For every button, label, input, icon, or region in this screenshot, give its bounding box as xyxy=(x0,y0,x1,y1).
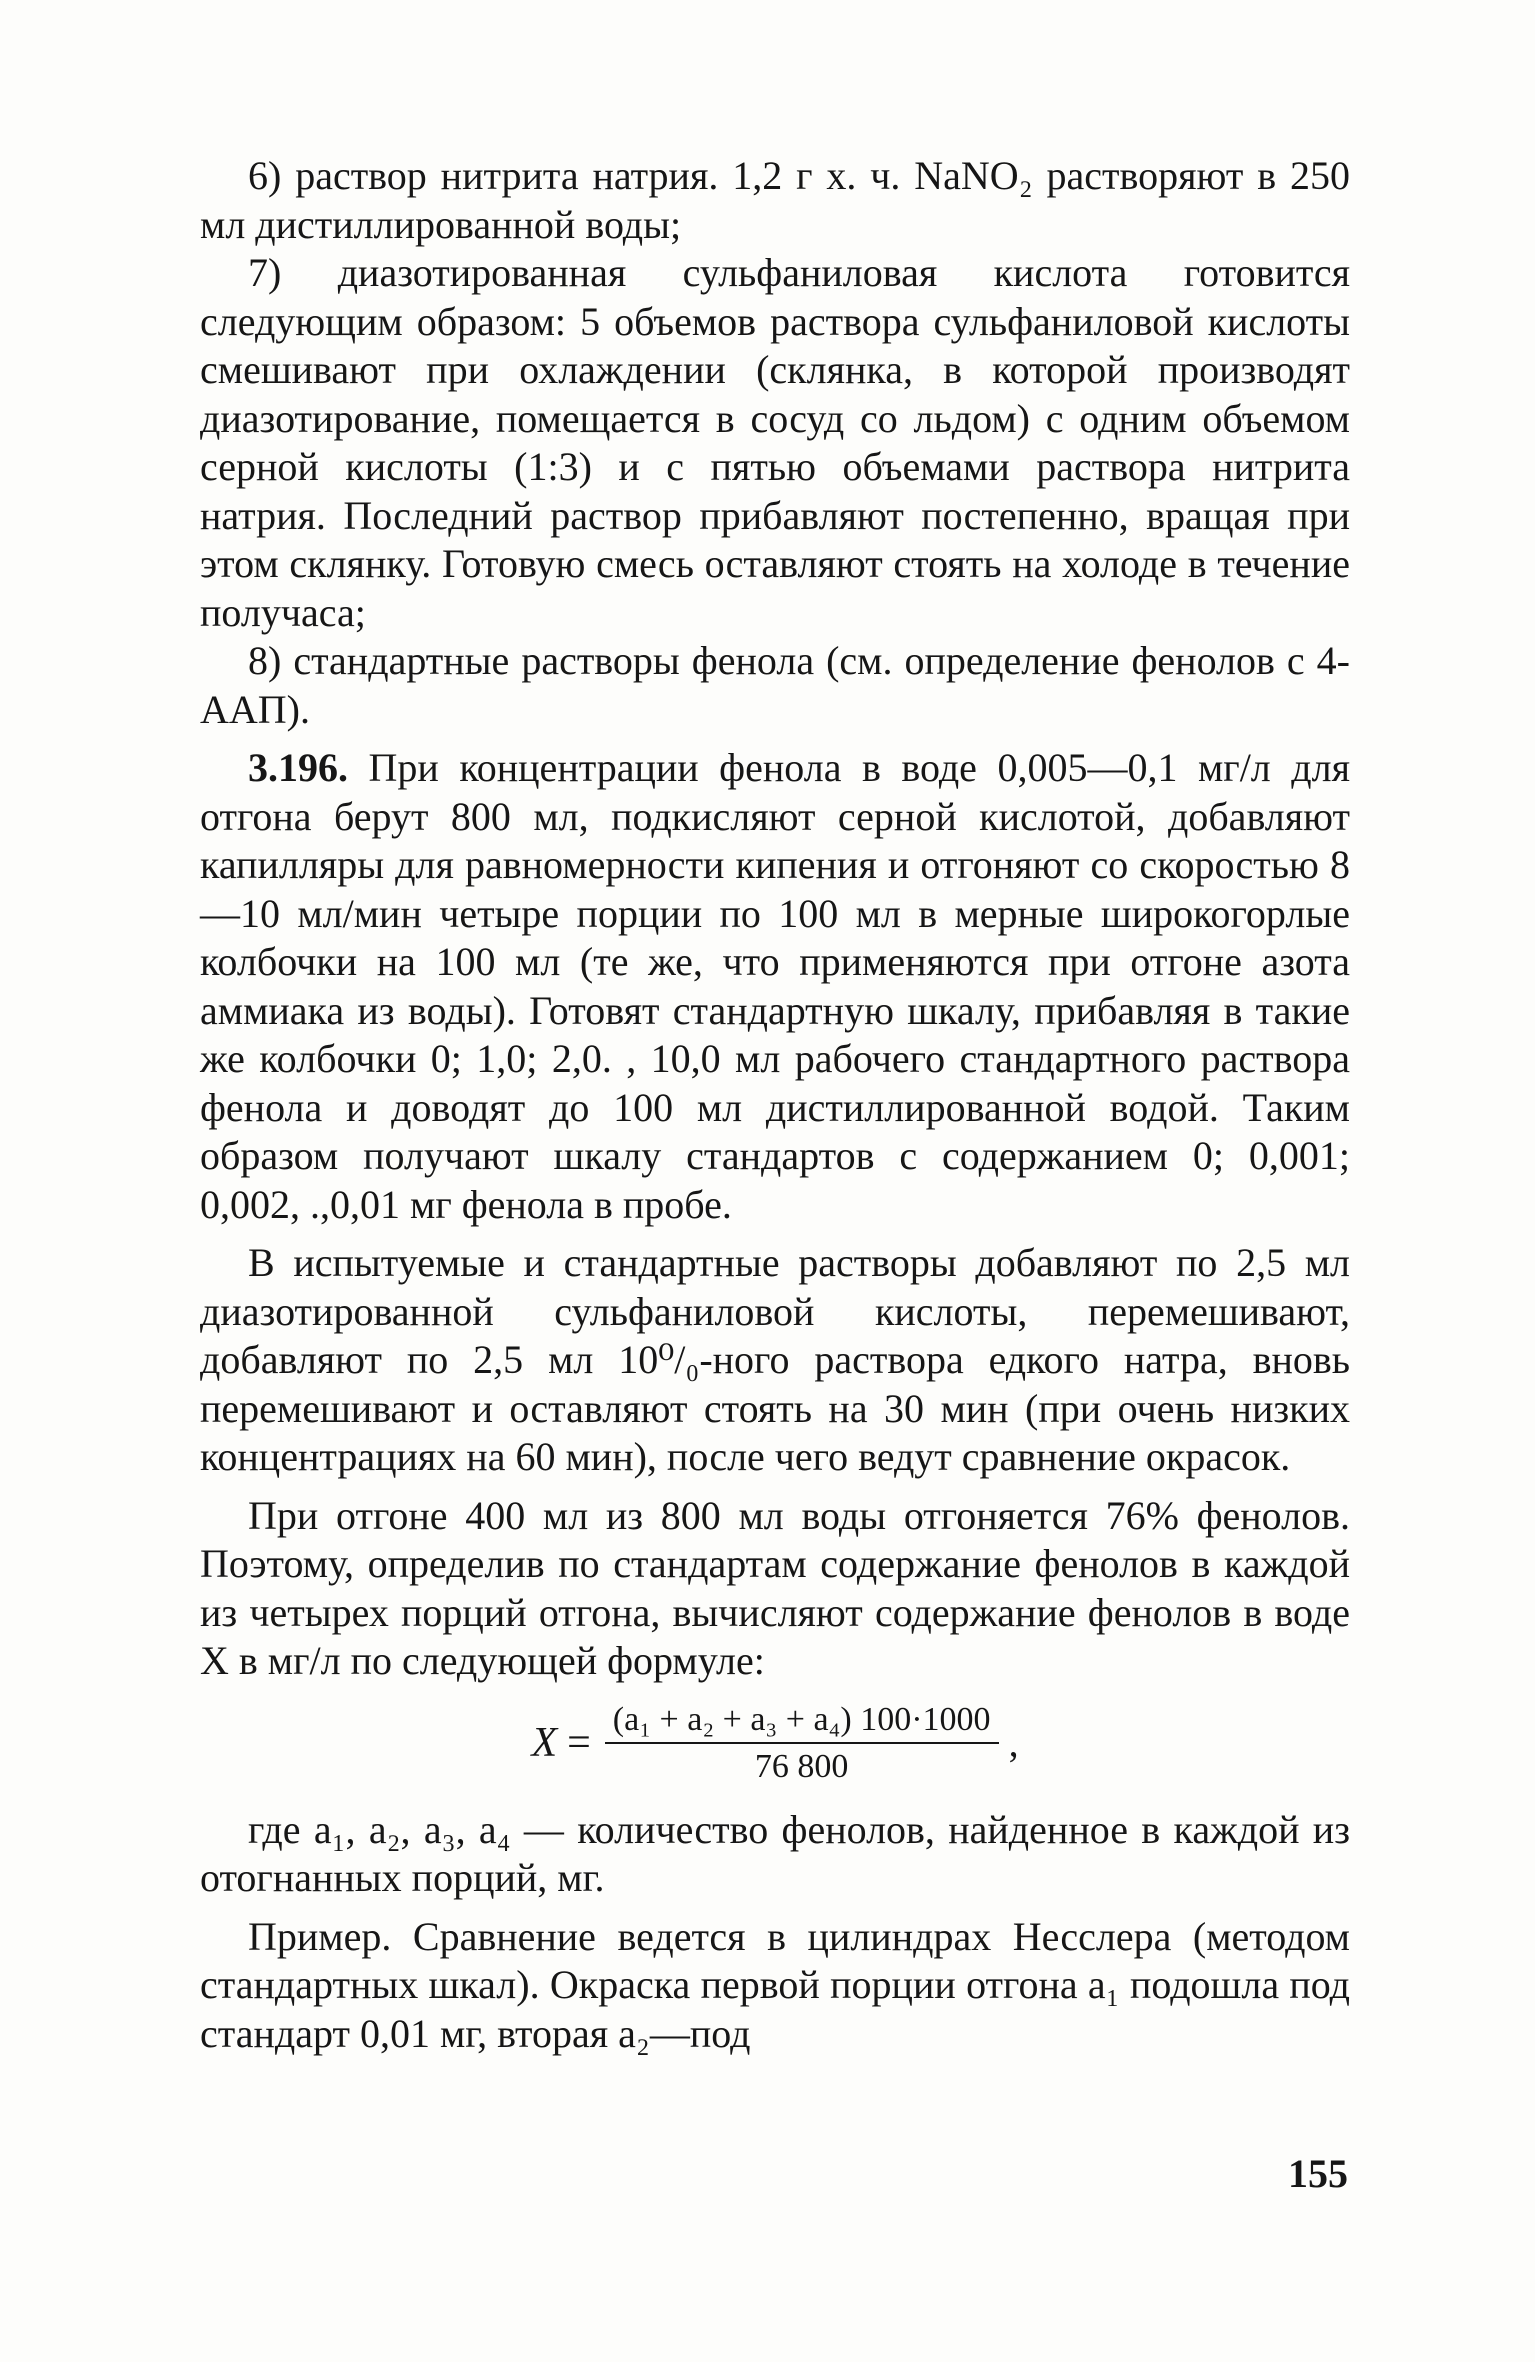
formula-numerator: (a₁ + a₂ + a₃ + a₄) 100·1000 xyxy=(605,1698,999,1744)
item-6-paragraph: 6) раствор нитрита натрия. 1,2 г х. ч. NaNO₂ растворяют в 250 мл дистиллированной воды; xyxy=(200,153,1350,247)
section-3196-text: При концентрации фенола в воде 0,005—0,1 мг/л для отгона берут 800 мл, подкисляют серной кислотой, добавляют капилляры для равномерности кипения и отгоняют со скоростью 8—10 мл/мин четыре порции по 100 мл в мерные широкогорлые колбочки на 100 мл (те же, что применяются при отгоне азота аммиака из воды). Готовят стандартную шкалу, прибавляя в такие же колбочки 0; 1,0; 2,0. , 10,0 мл рабочего стандартного раствора фенола и доводят до 100 мл дистиллированной водой. Таким образом получают шкалу стандартов с содержанием 0; 0,001; 0,002, .,0,01 мг фенола в пробе. xyxy=(200,745,1350,1227)
body-text xyxy=(200,152,1350,2058)
section-3196-paragraph xyxy=(200,744,1350,1229)
item-8-paragraph: 8) стандартные растворы фенола (см. определение фенолов с 4-ААП). xyxy=(200,638,1350,732)
phenol-formula xyxy=(200,1698,1350,1790)
page-number: 155 xyxy=(1288,2151,1348,2196)
example-paragraph: Пример. Сравнение ведется в цилиндрах Несслера (методом стандартных шкал). Окраска первой порции отгона a₁ подошла под стандарт 0,01 мг, вторая a₂—под xyxy=(200,1913,1350,2056)
where-paragraph: где a₁, a₂, a₃, a₄ — количество фенолов, найденное в каждой из отогнанных порций, мг. xyxy=(200,1806,1350,1900)
item-7-paragraph: 7) диазотированная сульфаниловая кислота готовится следующим образом: 5 объемов раствора сульфаниловой кислоты смешивают при охлаждении (склянка, в которой производят диазотирование, помещается в сосуд со льдом) с одним объемом серной кислоты (1:3) и с пятью объемами раствора нитрита натрия. Последний раствор прибавляют постепенно, вращая при этом склянку. Готовую смесь оставляют стоять на холоде в течение получаса; xyxy=(200,250,1350,635)
formula-comma: , xyxy=(1008,1720,1019,1766)
test-solutions-paragraph: В испытуемые и стандартные растворы добавляют по 2,5 мл диазотированной сульфаниловой кислоты, перемешивают, добавляют по 2,5 мл 10⁰/₀-ного раствора едкого натра, вновь перемешивают и оставляют стоять на 30 мин (при очень низких концентрациях на 60 мин), после чего ведут сравнение окрасок. xyxy=(200,1240,1350,1479)
formula-fraction xyxy=(605,1698,999,1790)
formula-denominator: 76 800 xyxy=(754,1747,849,1785)
formula-equals: = xyxy=(567,1720,591,1767)
distillation-paragraph: При отгоне 400 мл из 800 мл воды отгоняется 76% фенолов. Поэтому, определив по стандартам содержание фенолов в каждой из четырех порций отгона, вычисляют содержание фенолов в воде X в мг/л по следующей формуле: xyxy=(200,1492,1350,1683)
formula-lhs: X xyxy=(531,1720,558,1767)
section-number: 3.196. xyxy=(248,745,348,790)
